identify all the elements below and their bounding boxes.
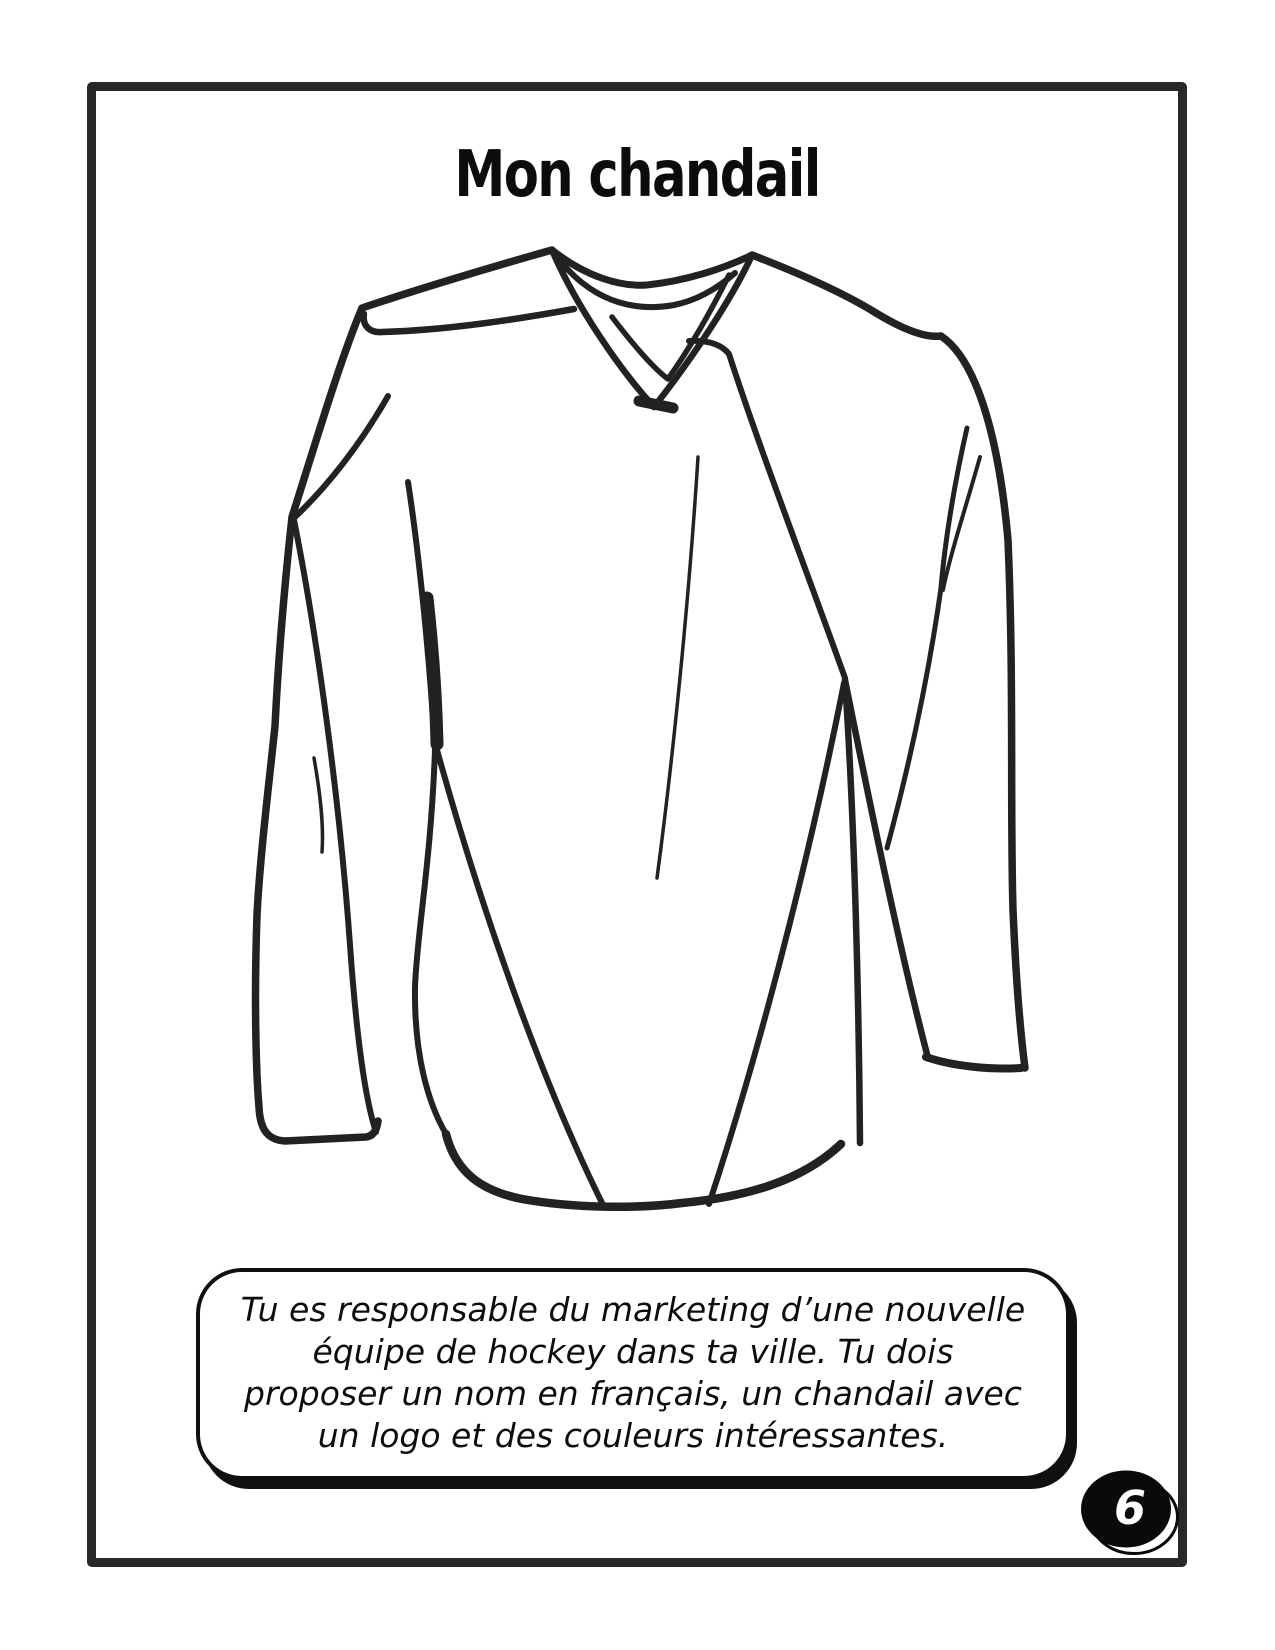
page-border — [87, 82, 1187, 1567]
jersey-body-left-edge — [408, 482, 446, 1134]
jersey-collar-outer-left — [552, 250, 654, 407]
page-title: Mon chandail — [454, 137, 820, 212]
instruction-line: un logo et des couleurs intéressantes. — [317, 1416, 949, 1455]
jersey-yoke-seam-left — [364, 309, 574, 332]
jersey-right-outline — [752, 255, 1025, 1068]
instruction-line: équipe de hockey dans ta ville. Tu dois — [312, 1332, 954, 1371]
jersey-torso-crease — [657, 457, 698, 878]
jersey-left-sleeve-inner-edge — [294, 520, 376, 1132]
jersey-front-seam-left — [437, 750, 604, 1207]
jersey-front-seam-right — [709, 683, 844, 1204]
hockey-jersey-illustration — [240, 210, 1040, 1220]
page-number: 6 — [1113, 1481, 1146, 1535]
jersey-left-outline — [256, 250, 552, 1141]
instruction-bubble — [196, 1268, 1070, 1480]
instruction-line: Tu es responsable du marketing d’une nouvelle — [240, 1290, 1026, 1329]
page-number-badge — [1072, 1463, 1184, 1559]
jersey-right-sleeve-crease — [887, 428, 967, 848]
instruction-line: proposer un nom en français, un chandail avec — [244, 1374, 1022, 1413]
jersey-collar-v-tip — [639, 401, 673, 408]
jersey-left-sleeve-crease — [314, 758, 323, 852]
jersey-right-cuff — [926, 1057, 1021, 1069]
jersey-left-underarm-shading — [427, 598, 437, 744]
jersey-yoke-seam-right — [689, 341, 845, 678]
jersey-hem — [446, 1134, 841, 1207]
